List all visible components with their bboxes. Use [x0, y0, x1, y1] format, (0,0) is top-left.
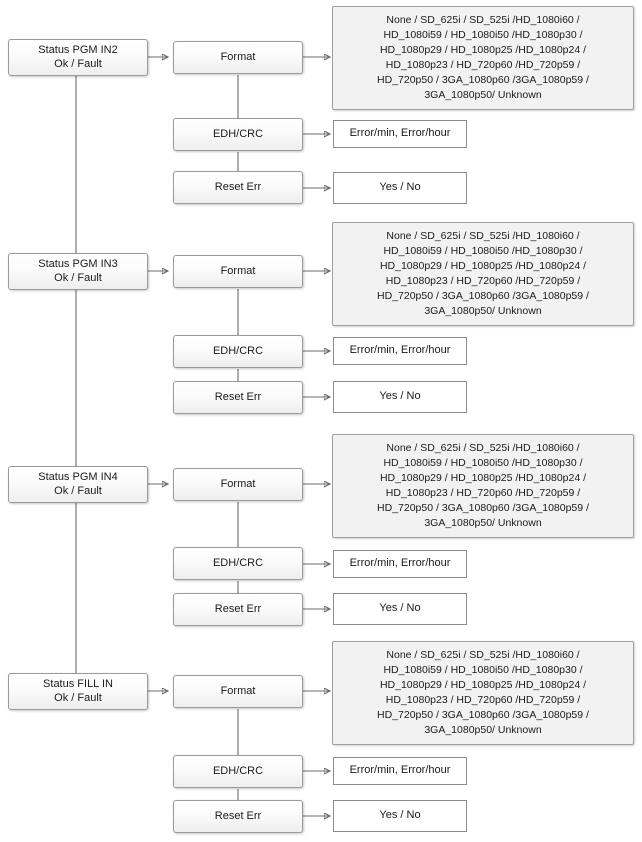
format-options-list-4: [332, 641, 634, 745]
status-node-label-line1: Status PGM IN3: [38, 257, 118, 270]
format-option-line: HD_1080i59 / HD_1080i50 /HD_1080p30 /: [383, 245, 583, 258]
format-option-line: HD_1080i59 / HD_1080i50 /HD_1080p30 /: [383, 29, 583, 42]
format-option-line: HD_1080p29 / HD_1080p25 /HD_1080p24 /: [379, 260, 587, 273]
format-option-line: HD_1080i59 / HD_1080i50 /HD_1080p30 /: [383, 664, 583, 677]
reset-err-node-3[interactable]: [173, 593, 303, 626]
reset-err-value-3: [333, 593, 467, 625]
edh-crc-node-4[interactable]: [173, 755, 303, 788]
status-node-fill-in[interactable]: [8, 673, 148, 710]
edh-crc-node-2[interactable]: [173, 335, 303, 368]
format-node-label: Format: [220, 477, 256, 490]
format-option-line: 3GA_1080p50/ Unknown: [424, 304, 542, 317]
edh-crc-node-label: EDH/CRC: [212, 556, 264, 569]
edh-crc-node-label: EDH/CRC: [212, 344, 264, 357]
format-option-line: 3GA_1080p50/ Unknown: [424, 516, 542, 529]
status-node-pgm-in4[interactable]: [8, 466, 148, 503]
edh-crc-value-4: [333, 757, 467, 785]
reset-err-value-2: [333, 381, 467, 413]
format-options-list-1: [332, 6, 634, 110]
format-node-2[interactable]: [173, 255, 303, 288]
format-option-line: None / SD_625i / SD_525i /HD_1080i60 /: [386, 230, 580, 243]
edh-crc-value-3: [333, 550, 467, 578]
status-node-label-line2: Ok / Fault: [54, 691, 102, 704]
format-option-line: None / SD_625i / SD_525i /HD_1080i60 /: [386, 14, 580, 27]
reset-err-node-4[interactable]: [173, 800, 303, 833]
format-option-line: HD_1080i59 / HD_1080i50 /HD_1080p30 /: [383, 457, 583, 470]
edh-crc-value-label: Error/min, Error/hour: [349, 557, 451, 570]
format-node-label: Format: [220, 50, 256, 63]
reset-err-value-label: Yes / No: [379, 390, 421, 403]
format-option-line: HD_1080p29 / HD_1080p25 /HD_1080p24 /: [379, 472, 587, 485]
format-option-line: HD_720p50 / 3GA_1080p60 /3GA_1080p59 /: [377, 708, 589, 721]
format-option-line: 3GA_1080p50/ Unknown: [424, 723, 542, 736]
edh-crc-value-label: Error/min, Error/hour: [349, 764, 451, 777]
status-node-pgm-in3[interactable]: [8, 253, 148, 290]
edh-crc-node-3[interactable]: [173, 547, 303, 580]
format-options-list-2: [332, 222, 634, 326]
format-node-label: Format: [220, 684, 256, 697]
reset-err-value-label: Yes / No: [379, 602, 421, 615]
format-option-line: None / SD_625i / SD_525i /HD_1080i60 /: [386, 442, 580, 455]
format-options-list-3: [332, 434, 634, 538]
format-node-1[interactable]: [173, 41, 303, 74]
format-option-line: HD_1080p29 / HD_1080p25 /HD_1080p24 /: [379, 44, 587, 57]
format-option-line: HD_1080p23 / HD_720p60 /HD_720p59 /: [385, 694, 581, 706]
reset-err-node-label: Reset Err: [214, 602, 262, 615]
edh-crc-value-1: [333, 120, 467, 148]
reset-err-value-label: Yes / No: [379, 809, 421, 822]
edh-crc-value-2: [333, 337, 467, 365]
status-node-label-line1: Status PGM IN4: [38, 470, 118, 483]
format-option-line: HD_720p50 / 3GA_1080p60 /3GA_1080p59 /: [377, 73, 589, 86]
format-node-3[interactable]: [173, 468, 303, 501]
edh-crc-value-label: Error/min, Error/hour: [349, 344, 451, 357]
format-option-line: HD_1080p23 / HD_720p60 /HD_720p59 /: [385, 275, 581, 287]
status-node-label-line1: Status FILL IN: [43, 677, 113, 690]
edh-crc-value-label: Error/min, Error/hour: [349, 127, 451, 140]
status-node-label-line1: Status PGM IN2: [38, 43, 118, 56]
format-node-4[interactable]: [173, 675, 303, 708]
format-option-line: 3GA_1080p50/ Unknown: [424, 88, 542, 101]
status-node-label-line2: Ok / Fault: [54, 271, 102, 284]
status-node-pgm-in2[interactable]: [8, 39, 148, 76]
format-option-line: HD_720p50 / 3GA_1080p60 /3GA_1080p59 /: [377, 289, 589, 302]
edh-crc-node-1[interactable]: [173, 118, 303, 151]
edh-crc-node-label: EDH/CRC: [212, 764, 264, 777]
reset-err-value-1: [333, 172, 467, 204]
reset-err-node-1[interactable]: [173, 171, 303, 204]
reset-err-node-label: Reset Err: [214, 180, 262, 193]
format-option-line: HD_1080p23 / HD_720p60 /HD_720p59 /: [385, 59, 581, 71]
reset-err-node-label: Reset Err: [214, 390, 262, 403]
status-node-label-line2: Ok / Fault: [54, 57, 102, 70]
edh-crc-node-label: EDH/CRC: [212, 127, 264, 140]
format-option-line: HD_720p50 / 3GA_1080p60 /3GA_1080p59 /: [377, 501, 589, 514]
reset-err-value-label: Yes / No: [379, 181, 421, 194]
format-option-line: HD_1080p23 / HD_720p60 /HD_720p59 /: [385, 487, 581, 499]
reset-err-node-2[interactable]: [173, 381, 303, 414]
format-option-line: HD_1080p29 / HD_1080p25 /HD_1080p24 /: [379, 679, 587, 692]
format-option-line: None / SD_625i / SD_525i /HD_1080i60 /: [386, 649, 580, 662]
reset-err-node-label: Reset Err: [214, 809, 262, 822]
format-node-label: Format: [220, 264, 256, 277]
reset-err-value-4: [333, 800, 467, 832]
status-node-label-line2: Ok / Fault: [54, 484, 102, 497]
